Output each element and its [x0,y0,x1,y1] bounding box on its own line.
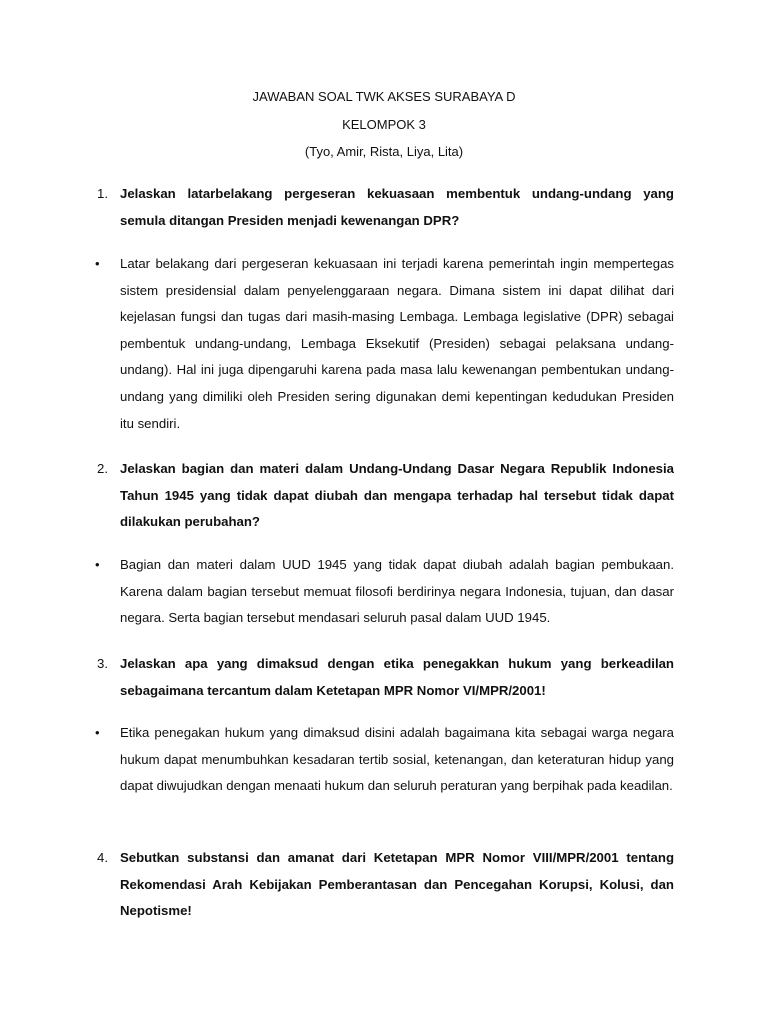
question-3-text: Jelaskan apa yang dimaksud dengan etika penegakkan hukum yang berkeadilan sebagaimana tercantum dalam Ketetapan MPR Nomor VI/MPR/2001! [120,656,674,698]
bullet-icon: • [95,557,100,572]
question-4 [97,845,674,925]
question-2 [97,456,674,536]
question-3-number: 3. [97,656,108,671]
answer-1 [95,251,674,437]
question-4-text: Sebutkan substansi dan amanat dari Ketetapan MPR Nomor VIII/MPR/2001 tentang Rekomendasi Arah Kebijakan Pemberantasan dan Pencegahan Korupsi, Kolusi, dan Nepotisme! [120,850,674,919]
document-title: JAWABAN SOAL TWK AKSES SURABAYA D [252,89,516,104]
answer-3-text: Etika penegakan hukum yang dimaksud disini adalah bagaimana kita sebagai warga negara hukum dapat menumbuhkan kesadaran tertib sosial, ketenangan, dan keteraturan hidup yang dapat diwujudkan dengan menaati hukum dan seluruh peraturan yang berpihak pada keadilan. [120,725,674,794]
group-label: KELOMPOK 3 [342,117,426,132]
answer-1-text: Latar belakang dari pergeseran kekuasaan ini terjadi karena pemerintah ingin mempertegas sistem presidensial dalam penyelenggaraan negara. Dimana sistem ini dapat dilihat dari kejelasan fungsi dan tugas dari masih-masing Lembaga. Lembaga legislative (DPR) sebagai pembentuk undang-undang, Lembaga Eksekutif (Presiden) sebagai pelaksana undang-undang). Hal ini juga dipengaruhi karena pada masa lalu kewenangan pembentukan undang-undang yang dimiliki oleh Presiden sering digunakan demi kepentingan kedudukan Presiden itu sendiri. [120,256,674,431]
answer-2-text: Bagian dan materi dalam UUD 1945 yang tidak dapat diubah adalah bagian pembukaan. Karena dalam bagian tersebut memuat filosofi berdirinya negara Indonesia, tujuan, dan dasar negara. Serta bagian tersebut mendasari seluruh pasal dalam UUD 1945. [120,557,674,626]
question-1-text: Jelaskan latarbelakang pergeseran kekuasaan membentuk undang-undang yang semula ditangan Presiden menjadi kewenangan DPR? [120,186,674,228]
question-2-text: Jelaskan bagian dan materi dalam Undang-Undang Dasar Negara Republik Indonesia Tahun 1945 yang tidak dapat diubah dan mengapa terhadap hal tersebut tidak dapat dilakukan perubahan? [120,461,674,530]
bullet-icon: • [95,725,100,740]
bullet-icon: • [95,256,100,271]
question-3 [97,651,674,704]
question-4-number: 4. [97,850,108,865]
question-2-number: 2. [97,461,108,476]
answer-2 [95,552,674,632]
group-members: (Tyo, Amir, Rista, Liya, Lita) [304,144,464,159]
answer-3 [95,720,674,800]
question-1 [97,181,674,234]
question-1-number: 1. [97,186,108,201]
